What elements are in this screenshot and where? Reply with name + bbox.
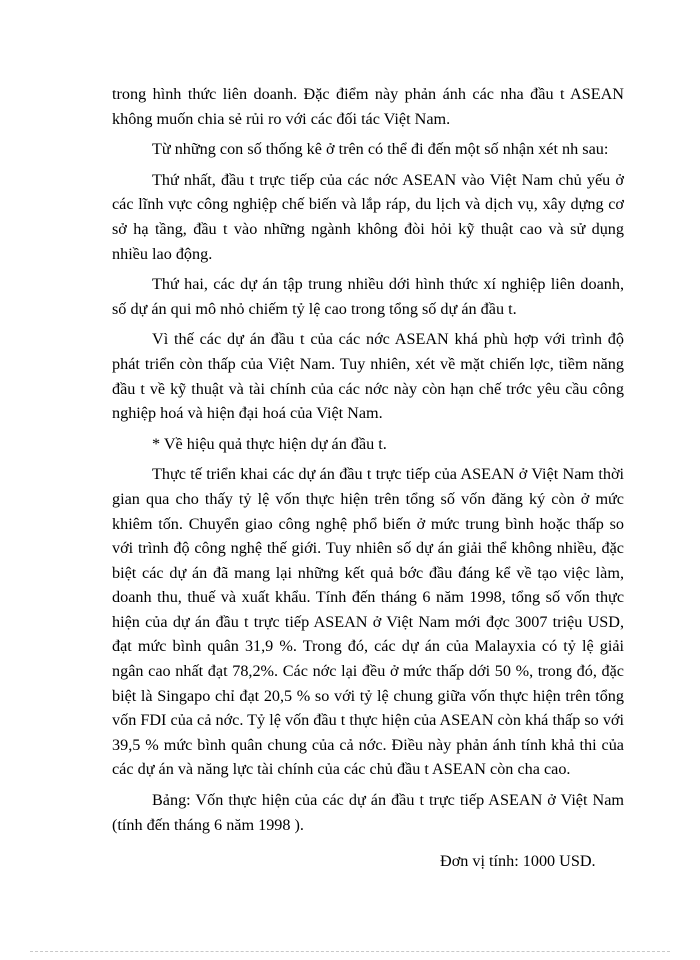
paragraph-second-remark: Thứ hai, các dự án tập trung nhiều dới hình thức xí nghiệp liên doanh, số dự án qui mô nhỏ chiếm tỷ lệ cao trong tổng số dự án đầu t. xyxy=(112,275,624,318)
paragraph-intro-remarks: Từ những con số thống kê ở trên có thể đi đến một số nhận xét nh sau: xyxy=(152,140,609,159)
paragraph-continuation: trong hình thức liên doanh. Đặc điểm này phản ánh các nha đầu t ASEAN không muốn chia sẻ rủi ro với các đối tác Việt Nam. xyxy=(112,85,624,128)
table-caption: Bảng: Vốn thực hiện của các dự án đầu t trực tiếp ASEAN ở Việt Nam (tính đến tháng 6 năm 1998 ). xyxy=(112,791,624,834)
paragraph-first-remark: Thứ nhất, đầu t trực tiếp của các nớc ASEAN vào Việt Nam chủ yếu ở các lĩnh vực công nghiệp chế biến và lắp ráp, du lịch và dịch vụ, xây dựng cơ sở hạ tầng, đầu t vào những ngành không đòi hỏi kỹ thuật cao và sử dụng nhiều lao động. xyxy=(112,170,624,263)
paragraph-conclusion: Vì thế các dự án đầu t của các nớc ASEAN khá phù hợp với trình độ phát triển còn thấp của Việt Nam. Tuy nhiên, xét về mặt chiến lợc, tiềm năng đầu t về kỹ thuật và tài chính của các nớc này còn hạn chế trớc yêu cầu công nghiệp hoá và hiện đại hoá của Việt Nam. xyxy=(112,330,624,423)
document-body xyxy=(112,82,624,843)
paragraph-implementation: Thực tế triển khai các dự án đầu t trực tiếp của ASEAN ở Việt Nam thời gian qua cho thấy tỷ lệ vốn thực hiện trên tổng số vốn đăng ký còn ở mức khiêm tốn. Chuyển giao công nghệ phổ biến ở mức trung bình hoặc thấp so với trình độ công nghệ thế giới. Tuy nhiên số dự án giải thể không nhiều, đặc biệt các dự án đã mang lại những kết quả bớc đầu đáng kể về tạo việc làm, doanh thu, thuế và xuất khẩu. Tính đến tháng 6 năm 1998, tổng số vốn thực hiện của dự án đầu t trực tiếp ASEAN ở Việt Nam mới đợc 3007 triệu USD, đạt mức bình quân 31,9 %. Trong đó, các dự án của Malayxia có tỷ lệ giải ngân cao nhất đạt 78,2%. Các nớc lại đều ở mức thấp dới 50 %, trong đó, đặc biệt là Singapo chỉ đạt 20,5 % so với tỷ lệ chung giữa vốn thực hiện trên tổng vốn FDI của cả nớc. Tỷ lệ vốn đầu t thực hiện của ASEAN còn khá thấp so với 39,5 % mức bình quân chung của cả nớc. Điều này phản ánh tính khả thi của các dự án và năng lực tài chính của các chủ đầu t ASEAN còn cha cao. xyxy=(112,465,624,779)
section-heading-efficiency: * Về hiệu quả thực hiện dự án đầu t. xyxy=(152,434,387,453)
unit-note: Đơn vị tính: 1000 USD. xyxy=(440,852,596,870)
page-bottom-divider xyxy=(30,951,670,952)
